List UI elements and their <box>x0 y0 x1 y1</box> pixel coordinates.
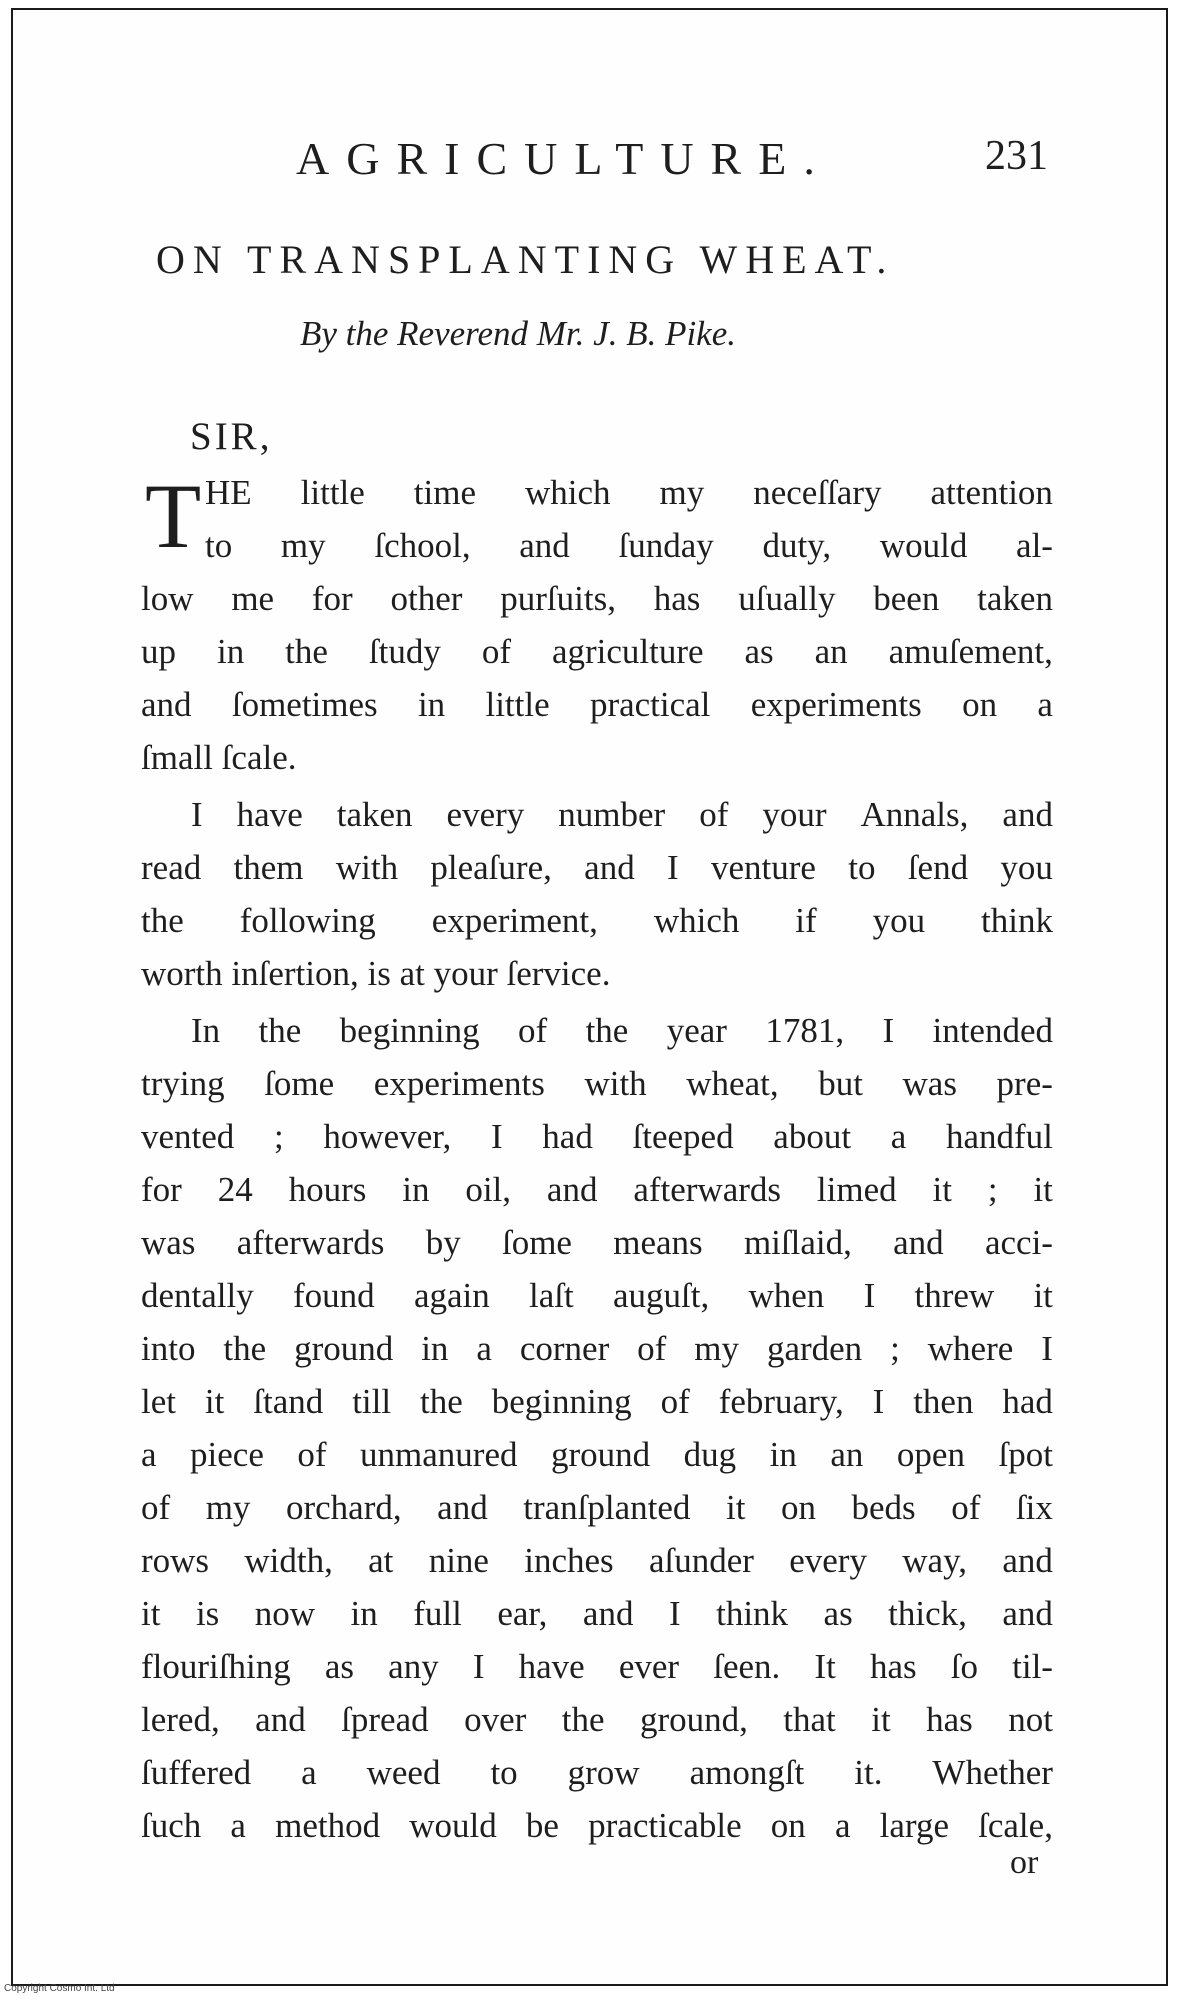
salutation: SIR, <box>190 415 273 458</box>
article-body <box>141 466 1053 1852</box>
drop-cap: T <box>145 465 202 567</box>
text-line: I have taken every number of your Annals, and <box>191 795 1053 834</box>
paragraph <box>141 788 1053 1000</box>
text-line: low me for other purſuits, has uſually been taken <box>141 579 1053 618</box>
catchword: or <box>1010 1844 1039 1881</box>
text-line: worth inſertion, is at your ſervice. <box>141 954 611 993</box>
paragraph-container <box>141 466 1053 1852</box>
text-line: trying ſome experiments with wheat, but was pre- <box>141 1064 1053 1103</box>
paragraph <box>141 466 1053 784</box>
text-line: vented ; however, I had ſteeped about a handful <box>141 1117 1053 1156</box>
text-line: HE little time which my neceſſary attention <box>205 473 1053 512</box>
copyright-watermark: Copyright Cosmo Int. Ltd <box>4 1983 115 1994</box>
text-line: dentally found again laſt auguſt, when I threw it <box>141 1276 1053 1315</box>
text-line: let it ſtand till the beginning of february, I then had <box>141 1382 1053 1421</box>
text-line: rows width, at nine inches aſunder every way, and <box>141 1541 1053 1580</box>
text-line: into the ground in a corner of my garden ; where I <box>141 1329 1053 1368</box>
text-line: read them with pleaſure, and I venture to ſend you <box>141 848 1053 887</box>
text-line: lered, and ſpread over the ground, that it has not <box>141 1700 1053 1739</box>
text-line: up in the ſtudy of agriculture as an amuſement, <box>141 632 1053 671</box>
text-line: ſmall ſcale. <box>141 738 297 777</box>
article-byline: By the Reverend Mr. J. B. Pike. <box>300 314 736 353</box>
text-line: In the beginning of the year 1781, I intended <box>191 1011 1053 1050</box>
running-head: AGRICULTURE. <box>296 133 832 184</box>
text-line: the following experiment, which if you think <box>141 901 1053 940</box>
text-line: for 24 hours in oil, and afterwards limed it ; it <box>141 1170 1053 1209</box>
paragraph <box>141 1004 1053 1852</box>
page-number: 231 <box>985 133 1048 179</box>
text-line: to my ſchool, and ſunday duty, would al- <box>205 526 1053 565</box>
text-line: ſuch a method would be practicable on a large ſcale, <box>141 1806 1053 1845</box>
text-line: was afterwards by ſome means miſlaid, and acci- <box>141 1223 1053 1262</box>
article-title: ON TRANSPLANTING WHEAT. <box>156 237 895 282</box>
text-line: flouriſhing as any I have ever ſeen. It has ſo til- <box>141 1647 1053 1686</box>
text-line: ſuffered a weed to grow amongſt it. Whether <box>141 1753 1053 1792</box>
text-line: and ſometimes in little practical experiments on a <box>141 685 1053 724</box>
text-line: of my orchard, and tranſplanted it on beds of ſix <box>141 1488 1053 1527</box>
text-line: it is now in full ear, and I think as thick, and <box>141 1594 1053 1633</box>
text-line: a piece of unmanured ground dug in an open ſpot <box>141 1435 1053 1474</box>
